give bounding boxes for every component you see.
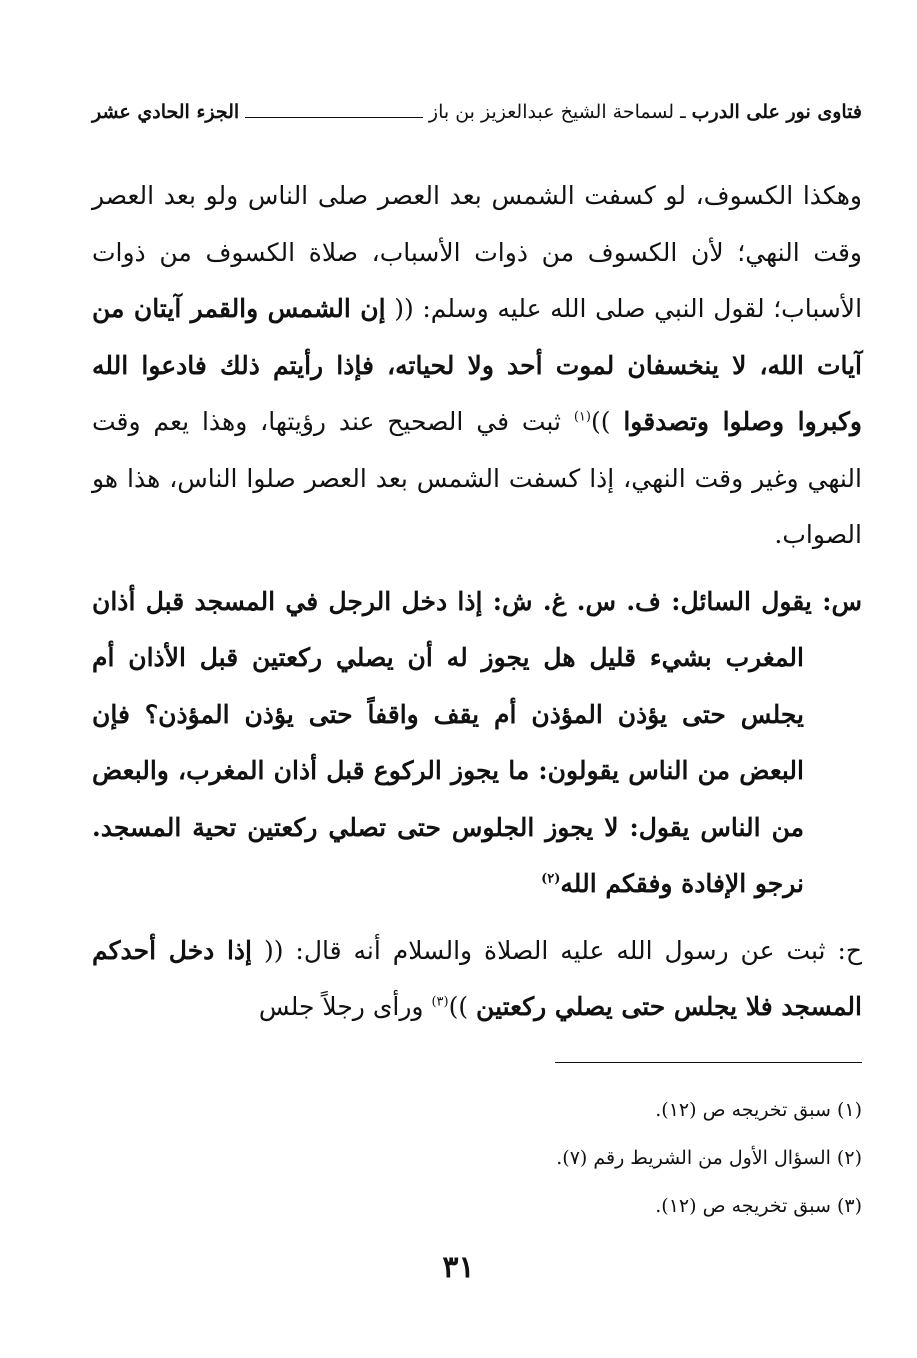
footnote-2: (٢) السؤال الأول من الشريط رقم (٧). <box>556 1147 862 1169</box>
hadith-quote: إذا دخل أحدكم المسجد فلا يجلس حتى يصلي ركعتين <box>92 935 862 1021</box>
footnote-ref-2: (٢) <box>541 871 561 887</box>
page-number: ٣١ <box>442 1250 475 1285</box>
hadith-quote: إن الشمس والقمر آيتان من آيات الله، لا ينخسفان لموت أحد ولا لحياته، فإذا رأيتم ذلك فادعوا الله وكبروا وصلوا وتصدقوا <box>92 294 862 436</box>
question-paragraph <box>92 574 862 913</box>
question-text: إذا دخل الرجل في المسجد قبل أذان المغرب بشيء قليل هل يجوز له أن يصلي ركعتين قبل الأذان أم يجلس حتى يؤذن المؤذن أم يقف واقفاً حتى يؤذن المؤذن؟ فإن البعض من الناس يقولون: ما يجوز الركوع قبل أذان المغرب، والبعض من الناس يقول: لا يجوز الجلوس حتى تصلي ركعتين تحية المسجد. نرجو الإفادة وفقكم الله <box>92 586 804 898</box>
header-rule <box>245 117 423 118</box>
question-prefix: س: يقول السائل: ف. س. غ. ش: <box>492 586 862 616</box>
answer-paragraph: ح: ثبت عن رسول الله عليه الصلاة والسلام أنه قال: (( إذا دخل أحدكم المسجد فلا يجلس حتى يصلي ركعتين ))$^{(٣)}$ ورأى رجلاً جلس <box>92 935 863 1021</box>
main-text <box>92 168 862 1036</box>
answer-prefix: ح: ثبت عن رسول الله عليه الصلاة والسلام أنه قال: (( <box>263 935 863 965</box>
volume-label: الجزء الحادي عشر <box>92 101 240 123</box>
footnote-divider <box>555 1062 862 1063</box>
footnotes <box>92 1086 862 1230</box>
header-dash: ـ <box>680 101 686 123</box>
footnote-ref-3: (٣) <box>431 994 449 1010</box>
footnote-1: (١) سبق تخريجه ص (١٢). <box>655 1099 862 1121</box>
paragraph-kusuf: وهكذا الكسوف، لو كسفت الشمس بعد العصر صلى الناس ولو بعد العصر وقت النهي؛ لأن الكسوف من ذوات الأسباب، صلاة الكسوف من ذوات الأسباب؛ لقول النبي صلى الله عليه وسلم: (( إن الشمس والقمر آيتان من آيات الله، لا ينخسفان لموت أحد ولا لحياته، فإذا رأيتم ذلك فادعوا الله وكبروا وصلوا وتصدقوا ))$^{(١)}$ ثبت في الصحيح عند رؤيتها، وهذا يعم وقت النهي وغير وقت النهي، إذا كسفت الشمس بعد العصر صلوا الناس، هذا هو الصواب. <box>92 181 863 549</box>
footnote-3: (٣) سبق تخريجه ص (١٢). <box>655 1195 862 1217</box>
footnote-ref-1: (١) <box>573 409 591 425</box>
author-line: لسماحة الشيخ عبدالعزيز بن باز <box>428 101 675 123</box>
running-header <box>92 94 862 130</box>
book-title: فتاوى نور على الدرب <box>691 101 862 123</box>
